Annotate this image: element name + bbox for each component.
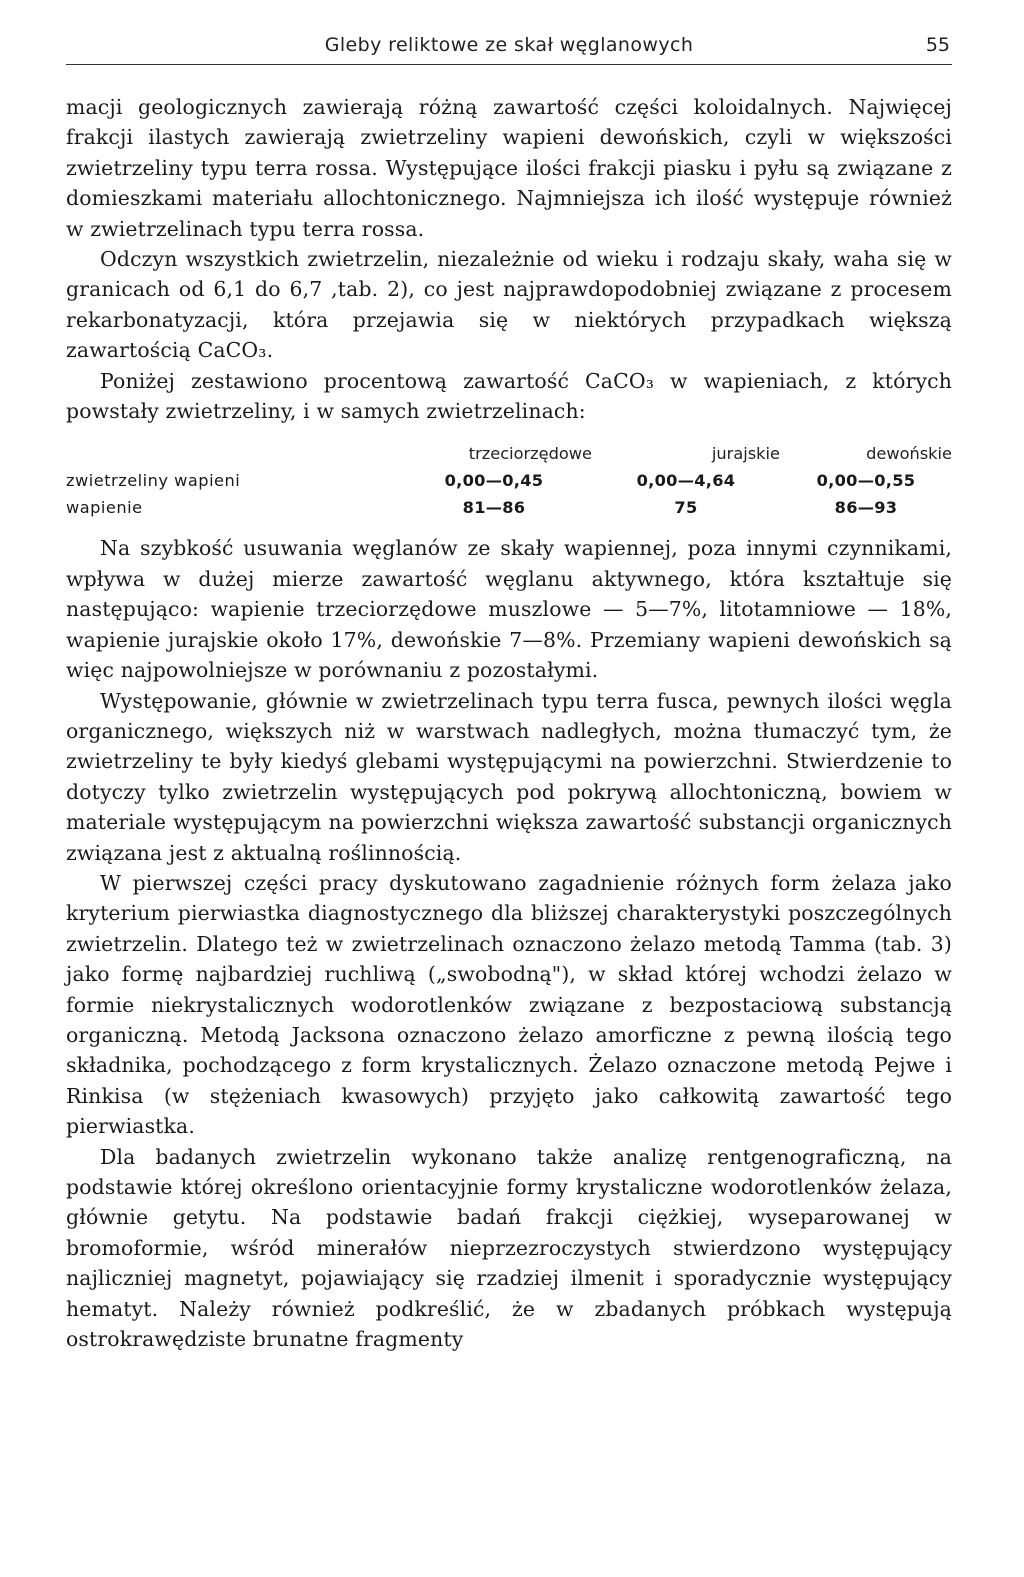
paragraph: Na szybkość usuwania węglanów ze skały wapiennej, poza innymi czynnikami, wpływa w dużej mierze zawartość węglanu aktywnego, która kształtuje się następująco: wapienie trzeciorzędowe muszlowe — 5—7%, litotamniowe — 18%, wapienie jurajskie około 17%, dewońskie 7—8%. Przemiany wapieni dewońskich są więc najpowolniejsze w porównaniu z pozostałymi. bbox=[66, 536, 952, 683]
column-header: jurajskie bbox=[711, 444, 780, 464]
table-cell: 75 bbox=[674, 498, 698, 518]
table-cell: 0,00—0,45 bbox=[444, 471, 544, 491]
row-label: zwietrzeliny wapieni bbox=[66, 471, 241, 491]
table-cell: 86—93 bbox=[834, 498, 898, 518]
table-row bbox=[66, 494, 952, 521]
paragraph: Występowanie, głównie w zwietrzelinach typu terra fusca, pewnych ilości węgla organicznego, większych niż w warstwach nadległych, można tłumaczyć tym, że zwietrzeliny te były kiedyś glebami występującymi na powierzchni. Stwierdzenie to dotyczy tylko zwietrzelin występujących pod pokrywą allochtoniczną, bowiem w materiale występującym na powierzchni większa zawartość substancji organicznych związana jest z aktualną roślinnością. bbox=[66, 688, 952, 865]
paragraph: Odczyn wszystkich zwietrzelin, niezależnie od wieku i rodzaju skały, waha się w granicach od 6,1 do 6,7 ,tab. 2), co jest najprawdopodobniej związane z procesem rekarbonatyzacji, która przejawia się w niektórych przypadkach większą zawartością CaCO₃. bbox=[66, 247, 952, 363]
paragraph: Poniżej zestawiono procentową zawartość CaCO₃ w wapieniach, z których powstały zwietrzeliny, i w samych zwietrzelinach: bbox=[66, 368, 952, 424]
row-label: wapienie bbox=[66, 498, 143, 518]
column-header: dewońskie bbox=[866, 444, 952, 464]
table-row bbox=[66, 467, 952, 494]
table-corner bbox=[66, 440, 396, 467]
paragraph: W pierwszej części pracy dyskutowano zagadnienie różnych form żelaza jako kryterium pierwiastka diagnostycznego dla bliższej charakterystyki poszczególnych zwietrzelin. Dlatego też w zwietrzelinach oznaczono żelazo metodą Tamma (tab. 3) jako formę najbardziej ruchliwą („swobodną"), w skład której wchodzi żelazo w formie niekrystalicznych wodorotlenków związane z bezpostaciową substancją organiczną. Metodą Jacksona oznaczono żelazo amorficzne z pewną ilością tego składnika, pochodzącego z form krystalicznych. Żelazo oznaczone metodą Pejwe i Rinkisa (w stężeniach kwasowych) przyjęto jako całkowitą zawartość tego pierwiastka. bbox=[66, 870, 952, 1139]
caco3-table bbox=[66, 440, 952, 521]
paragraph: macji geologicznych zawierają różną zawartość części koloidalnych. Najwięcej frakcji ilastych zawierają zwietrzeliny wapieni dewońskich, czyli w większości zwietrzeliny typu terra rossa. Występujące ilości frakcji piasku i pyłu są związane z domieszkami materiału allochtonicznego. Najmniejsza ich ilość występuje również w zwietrzelinach typu terra rossa. bbox=[66, 95, 952, 241]
page-number: 55 bbox=[925, 34, 950, 56]
running-title: Gleby reliktowe ze skał węglanowych bbox=[324, 34, 694, 56]
page-header bbox=[66, 28, 952, 65]
column-header: trzeciorzędowe bbox=[468, 444, 592, 464]
table-cell: 81—86 bbox=[462, 498, 526, 518]
paragraph: Dla badanych zwietrzelin wykonano także analizę rentgenograficzną, na podstawie której określono orientacyjnie formy krystaliczne wodorotlenków żelaza, głównie getytu. Na podstawie badań frakcji ciężkiej, wyseparowanej w bromoformie, wśród minerałów nieprzezroczystych stwierdzono występujący najliczniej magnetyt, pojawiający się rzadziej ilmenit i sporadycznie występujący hematyt. Należy również podkreślić, że w zbadanych próbkach występują ostrokrawędziste brunatne fragmenty bbox=[66, 1144, 952, 1352]
table-header-row bbox=[66, 440, 952, 467]
body-text bbox=[66, 92, 952, 1354]
table-cell: 0,00—0,55 bbox=[816, 471, 916, 491]
table-cell: 0,00—4,64 bbox=[636, 471, 736, 491]
